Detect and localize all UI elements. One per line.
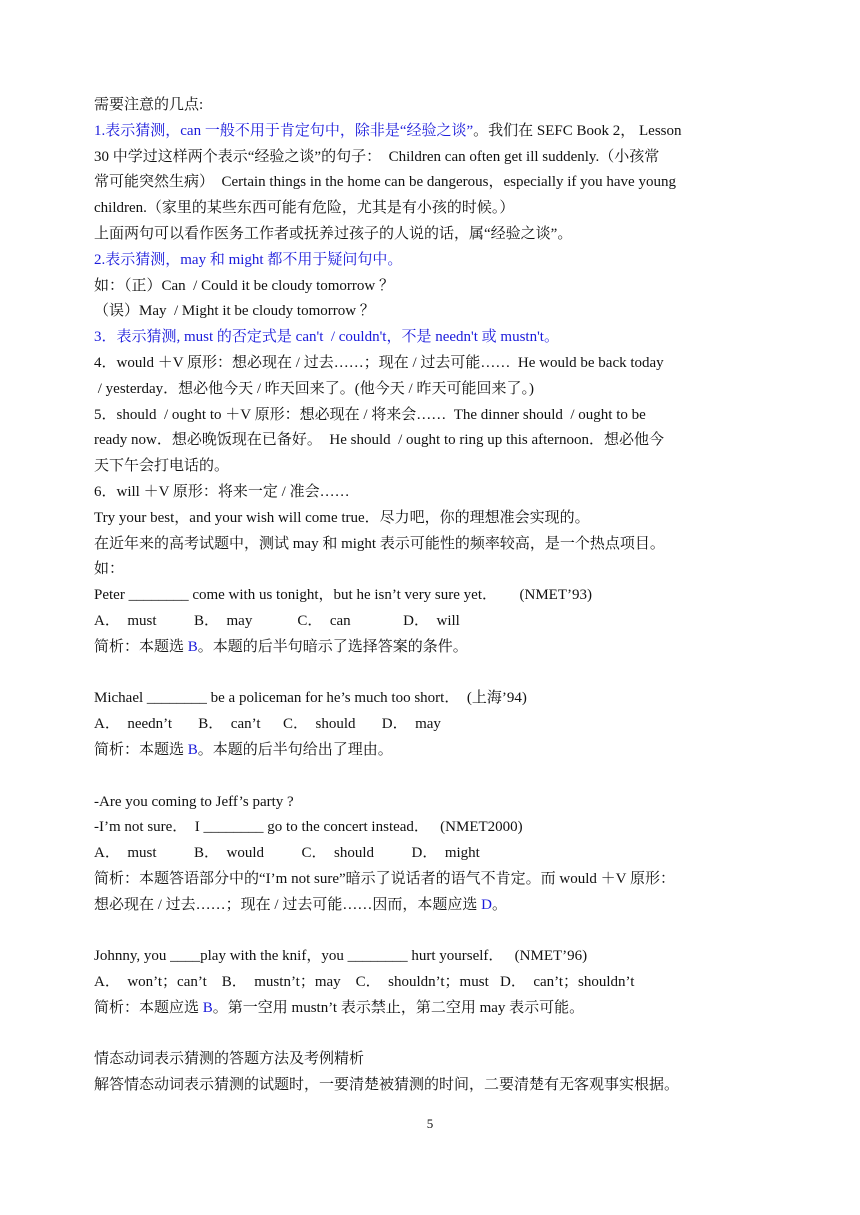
document-body	[94, 93, 774, 1099]
analysis-text: 。本题的后半句暗示了选择答案的条件。	[197, 638, 468, 655]
closing-title: 情态动词表示猜测的答题方法及考例精析	[94, 1051, 365, 1068]
point-1-highlight: 1.表示猜测，can 一般不用于肯定句中，除非是“经验之谈”	[94, 122, 474, 139]
question-4-options: A． won’t；can’t B． mustn’t；may C． shouldn’t；must D． can’t；shouldn’t	[94, 974, 635, 991]
point-1-line-1	[94, 119, 774, 145]
heading: 需要注意的几点:	[94, 97, 204, 113]
question-3-stem-2: -I’m not sure． I ________ go to the concert instead． (NMET2000)	[94, 819, 523, 836]
point-1-rest: 。我们在 SEFC Book 2， Lesson	[473, 122, 682, 139]
spacer	[94, 764, 774, 790]
intro-line-2: 如：	[94, 561, 125, 578]
point-5-line-1: 5．should / ought to ＋V 原形：想必现在 / 将来会…… The dinner should / ought to be	[94, 406, 646, 423]
point-2-example-correct: 如：（正）Can / Could it be cloudy tomorrow ？	[94, 277, 394, 294]
question-2-options: A． needn’t B． can’t C． should D． may	[94, 716, 441, 733]
analysis-label: 简析：本题选	[94, 638, 188, 655]
analysis-text: 。第一空用 mustn’t 表示禁止，第二空用 may 表示可能。	[212, 999, 585, 1016]
point-3: 3．表示猜测, must 的否定式是 can't / couldn't，不是 needn't 或 mustn't。	[94, 329, 559, 346]
point-4-line-2: / yesterday．想必他今天 / 昨天回来了。(他今天 / 昨天可能回来了。)	[94, 380, 534, 397]
question-1-analysis	[94, 635, 774, 661]
question-4-analysis	[94, 996, 774, 1022]
question-2-stem: Michael ________ be a policeman for he’s much too short． (上海’94)	[94, 690, 527, 707]
closing-text: 解答情态动词表示猜测的试题时，一要清楚被猜测的时间，二要清楚有无客观事实根据。	[94, 1077, 680, 1094]
point-5-line-2: ready now．想必晚饭现在已备好。 He should / ought to ring up this afternoon．想必他今	[94, 432, 664, 449]
analysis-label: 简析：本题应选	[94, 999, 203, 1016]
point-2-example-wrong: （误）May / Might it be cloudy tomorrow ？	[94, 303, 375, 320]
point-1-line-4: children.（家里的某些东西可能有危险，尤其是有小孩的时候。）	[94, 200, 515, 217]
analysis-text: 想必现在 / 过去……；现在 / 过去可能……因而，本题应选	[94, 896, 482, 913]
answer-letter: D	[481, 896, 492, 913]
question-3-stem-1: -Are you coming to Jeff’s party ?	[94, 793, 294, 810]
analysis-end: 。	[491, 896, 507, 913]
answer-letter: B	[187, 741, 198, 758]
question-3-options: A． must B． would C． should D． might	[94, 845, 480, 862]
question-3-analysis-1: 简析：本题答语部分中的“I’m not sure”暗示了说话者的语气不肯定。而 would ＋V 原形：	[94, 870, 675, 887]
spacer	[94, 661, 774, 687]
point-1-line-3: 常可能突然生病） Certain things in the home can be dangerous，especially if you have young	[94, 174, 676, 191]
page-number: 5	[426, 1116, 434, 1131]
question-1-stem: Peter ________ come with us tonight，but he isn’t very sure yet． (NMET’93)	[94, 587, 592, 604]
point-4-line-1: 4．would ＋V 原形：想必现在 / 过去……；现在 / 过去可能…… He would be back today	[94, 354, 664, 371]
point-2: 2.表示猜测，may 和 might 都不用于疑问句中。	[94, 251, 403, 268]
point-5-line-3: 天下午会打电话的。	[94, 458, 230, 475]
question-4-stem: Johnny, you ____play with the knif，you ________ hurt yourself． (NMET’96)	[94, 948, 588, 965]
answer-letter: B	[202, 999, 213, 1016]
analysis-text: 。本题的后半句给出了理由。	[197, 741, 393, 758]
question-2-analysis	[94, 738, 774, 764]
point-6-line-1: 6．will ＋V 原形：将来一定 / 准会……	[94, 483, 350, 500]
analysis-label: 简析：本题选	[94, 741, 188, 758]
spacer	[94, 1022, 774, 1048]
question-3-analysis-2	[94, 893, 774, 919]
question-1-options: A． must B． may C． can D． will	[94, 612, 460, 629]
intro-line-1: 在近年来的高考试题中，测试 may 和 might 表示可能性的频率较高，是一个热点项目。	[94, 535, 665, 552]
answer-letter: B	[187, 638, 198, 655]
point-1-line-5: 上面两句可以看作医务工作者或抚养过孩子的人说的话，属“经验之谈”。	[94, 225, 573, 242]
point-6-line-2: Try your best，and your wish will come true．尽力吧，你的理想准会实现的。	[94, 509, 590, 526]
spacer	[94, 919, 774, 945]
point-1-line-2: 30 中学过这样两个表示“经验之谈”的句子： Children can often get ill suddenly.（小孩常	[94, 148, 660, 165]
